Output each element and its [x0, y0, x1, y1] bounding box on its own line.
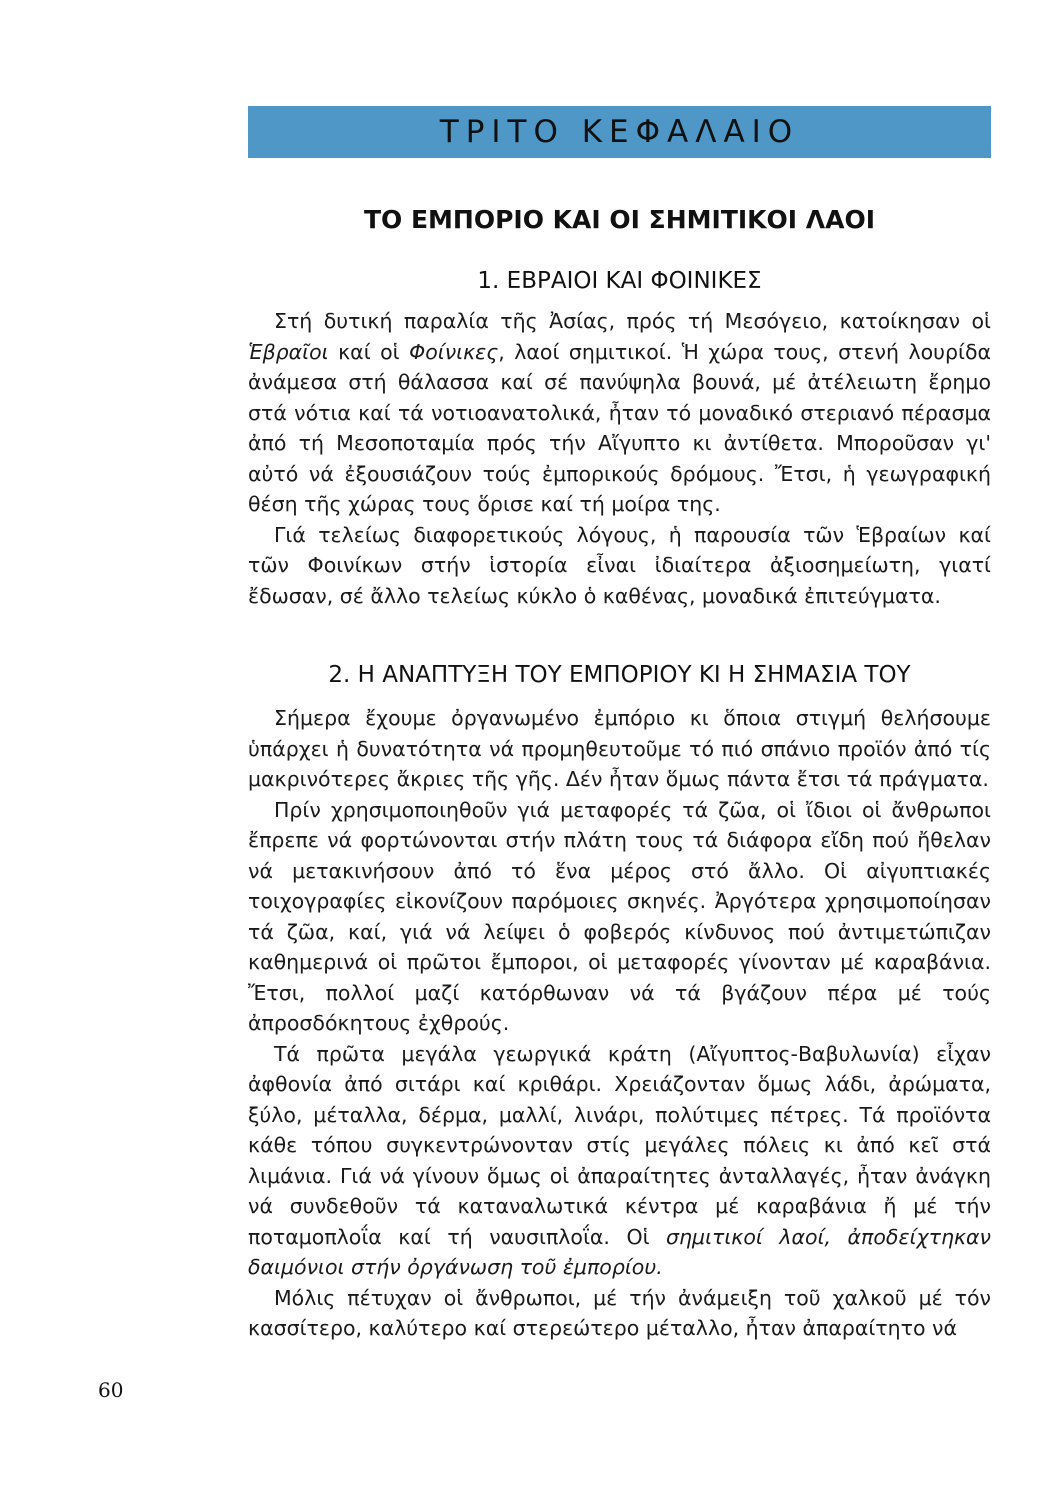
section-2-body	[248, 703, 991, 1344]
italic-phrase: σημιτικοί λαοί, ἀποδείχτηκαν δαιμόνιοι στήν ὀργάνωση τοῦ ἐμπορίου.	[248, 1224, 991, 1279]
text-run: Τά πρῶτα μεγάλα γεωργικά κράτη (Αἴγυπτος-Βαβυλωνία) εἶχαν ἀφθονία ἀπό σιτάρι καί κριθάρι. Χρειάζονταν ὅμως λάδι, ἀρώματα, ξύλο, μέταλλα, δέρμα, μαλλί, λινάρι, πολύτιμες πέτρες. Τά προϊόντα κάθε τόπου συγκεντρώνονταν στίς μεγάλες πόλεις κι ἀπό κεῖ στά λιμάνια. Γιά νά γίνουν ὅμως οἱ ἀπαραίτητες ἀνταλλαγές, ἦταν ἀνάγκη νά συνδεθοῦν τά καταναλωτικά κέντρα μέ καραβάνια ἤ μέ τήν ποταμοπλοΐα καί τή ναυσιπλοΐα. Οἱ	[248, 1041, 991, 1249]
chapter-label: ΤΡΙΤΟ ΚΕΦΑΛΑΙΟ	[439, 114, 800, 150]
chapter-title: ΤΟ ΕΜΠΟΡΙΟ ΚΑΙ ΟΙ ΣΗΜΙΤΙΚΟΙ ΛΑΟΙ	[363, 205, 876, 234]
italic-term: Ἑβραῖοι	[248, 339, 329, 364]
paragraph: Πρίν χρησιμοποιηθοῦν γιά μεταφορές τά ζῶα, οἱ ἴδιοι οἱ ἄνθρωποι ἔπρεπε νά φορτώνονται στήν πλάτη τους τά διάφορα εἴδη πού ἤθελαν νά μετακινήσουν ἀπό τό ἕνα μέρος στό ἄλλο. Οἱ αἰγυπτιακές τοιχογραφίες εἰκονίζουν παρόμοιες σκηνές. Ἀργότερα χρησιμοποίησαν τά ζῶα, καί, γιά νά λείψει ὁ φοβερός κίνδυνος πού ἀντιμετώπιζαν καθημερινά οἱ πρῶτοι ἔμποροι, οἱ μεταφορές γίνονταν μέ καραβάνια. Ἔτσι, πολλοί μαζί κατόρθωναν νά τά βγάζουν πέρα μέ τούς ἀπροσδόκητους ἐχθρούς.	[248, 797, 991, 1035]
page-number: 60	[98, 1378, 124, 1402]
text-run: Στή δυτική παραλία τῆς Ἀσίας, πρός τή Μεσόγειο, κατοίκησαν οἱ	[274, 309, 991, 333]
paragraph	[248, 1039, 991, 1283]
chapter-banner	[248, 106, 991, 158]
section-1-body	[248, 306, 991, 611]
text-run: , λαοί σημιτικοί. Ἡ χώρα τους, στενή λουρίδα ἀνάμεσα στή θάλασσα καί σέ πανύψηλα βουνά, μέ ἀτέλειωτη ἔρημο στά νότια καί τά νοτιοανατολικά, ἦταν τό μοναδικό στεριανό πέρασμα ἀπό τή Μεσοποταμία πρός τήν Αἴγυπτο κι ἀντίθετα. Μποροῦσαν γι' αὐτό νά ἐξουσιάζουν τούς ἐμπορικούς δρόμους. Ἔτσι, ἡ γεωγραφική θέση τῆς χώρας τους ὅρισε καί τή μοίρα της.	[248, 339, 991, 516]
paragraph	[248, 306, 991, 520]
text-run: καί οἱ	[328, 339, 410, 364]
italic-term: Φοίνικες	[409, 339, 499, 364]
paragraph: Μόλις πέτυχαν οἱ ἄνθρωποι, μέ τήν ἀνάμειξη τοῦ χαλκοῦ μέ τόν κασσίτερο, καλύτερο καί στερεώτερο μέταλλο, ἦταν ἀπαραίτητο νά	[248, 1285, 991, 1340]
paragraph: Γιά τελείως διαφορετικούς λόγους, ἡ παρουσία τῶν Ἑβραίων καί τῶν Φοινίκων στήν ἱστορία εἶναι ἰδιαίτερα ἀξιοσημείωτη, γιατί ἔδωσαν, σέ ἄλλο τελείως κύκλο ὁ καθένας, μοναδικά ἐπιτεύγματα.	[248, 522, 991, 608]
section-2-heading: 2. Η ΑΝΑΠΤΥΞΗ ΤΟΥ ΕΜΠΟΡΙΟΥ ΚΙ Η ΣΗΜΑΣΙΑ ΤΟΥ	[328, 662, 911, 688]
paragraph: Σήμερα ἔχουμε ὀργανωμένο ἐμπόριο κι ὅποια στιγμή θελήσουμε ὑπάρχει ἡ δυνατότητα νά προμηθευτοῦμε τό πιό σπάνιο προϊόν ἀπό τίς μακρινότερες ἄκριες τῆς γῆς. Δέν ἦταν ὅμως πάντα ἔτσι τά πράγματα.	[248, 706, 991, 791]
section-1-heading: 1. ΕΒΡΑΙΟΙ ΚΑΙ ΦΟΙΝΙΚΕΣ	[477, 268, 762, 294]
